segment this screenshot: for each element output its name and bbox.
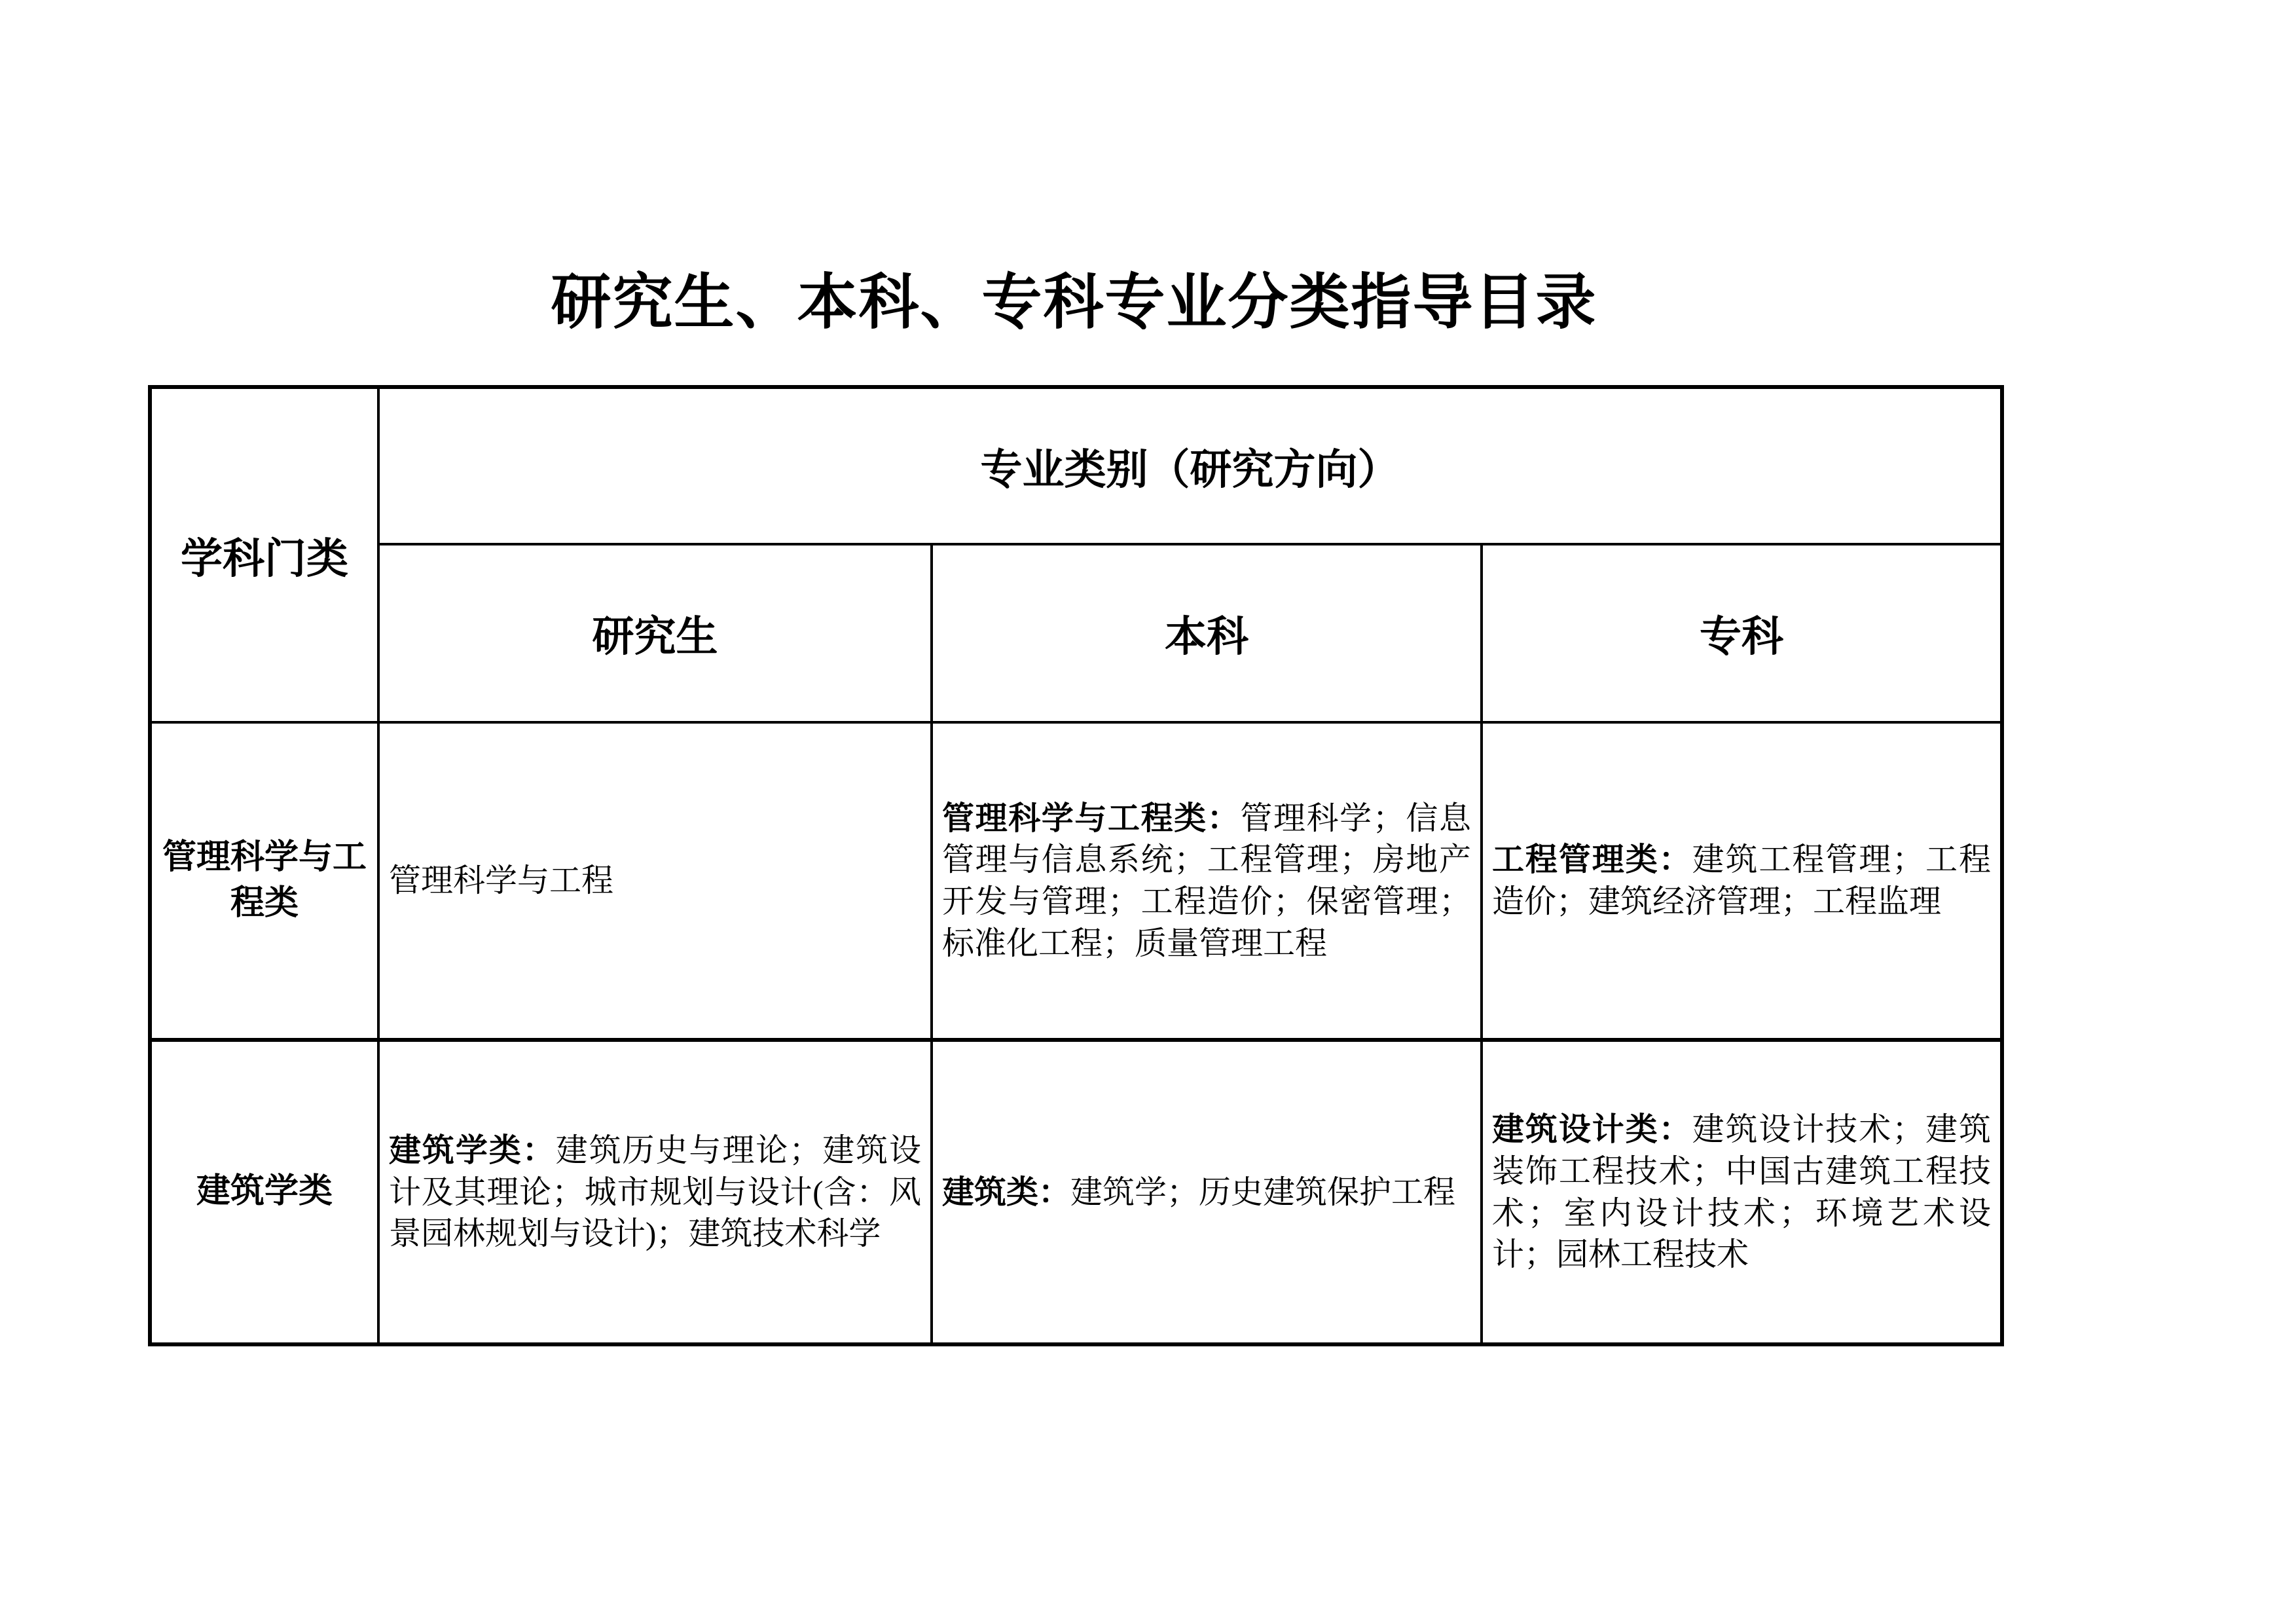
- undergraduate-majors-text: 管理科学；信息管理与信息系统；工程管理；房地产开发与管理；工程造价；保密管理；标准化工程；质量管理工程: [942, 800, 1471, 961]
- column-header-graduate: 研究生: [378, 544, 932, 722]
- vocational-majors-text: 建筑设计技术；建筑装饰工程技术；中国古建筑工程技术；室内设计技术；环境艺术设计；园林工程技术: [1492, 1111, 1991, 1273]
- undergraduate-cell-management-science: [932, 722, 1482, 1040]
- major-classification-table: [148, 385, 2004, 1346]
- graduate-category-prefix: 建筑学类：: [389, 1132, 556, 1168]
- vocational-cell-architecture: [1482, 1040, 2002, 1344]
- column-header-vocational: 专科: [1482, 544, 2002, 722]
- table-row-management-science: [150, 722, 2002, 1040]
- vocational-category-prefix: 工程管理类：: [1492, 841, 1692, 878]
- undergraduate-majors-text: 建筑学；历史建筑保护工程: [1070, 1173, 1456, 1210]
- undergraduate-cell-architecture: [932, 1040, 1482, 1344]
- undergraduate-category-prefix: 建筑类：: [942, 1173, 1071, 1210]
- discipline-cell-management-science: 管理科学与工程类: [150, 722, 378, 1040]
- column-header-undergraduate: 本科: [932, 544, 1482, 722]
- graduate-majors-text: 建筑历史与理论；建筑设计及其理论；城市规划与设计(含：风景园林规划与设计)；建筑技术科学: [389, 1132, 921, 1252]
- table-header-row-sub: [150, 544, 2002, 722]
- vocational-majors-text: 建筑工程管理；工程造价；建筑经济管理；工程监理: [1492, 841, 1991, 919]
- discipline-cell-architecture: 建筑学类: [150, 1040, 378, 1344]
- graduate-cell-management-science: [378, 722, 932, 1040]
- table-row-architecture: [150, 1040, 2002, 1344]
- column-header-category-span: 专业类别（研究方向）: [378, 387, 2002, 544]
- vocational-category-prefix: 建筑设计类：: [1492, 1111, 1692, 1148]
- graduate-majors-text: 管理科学与工程: [389, 862, 614, 899]
- undergraduate-category-prefix: 管理科学与工程类：: [942, 800, 1241, 836]
- graduate-cell-architecture: [378, 1040, 932, 1344]
- column-header-discipline: 学科门类: [150, 387, 378, 722]
- vocational-cell-management-science: [1482, 722, 2002, 1040]
- table-header-row-top: [150, 387, 2002, 544]
- page-title: 研究生、本科、专科专业分类指导目录: [551, 269, 1597, 336]
